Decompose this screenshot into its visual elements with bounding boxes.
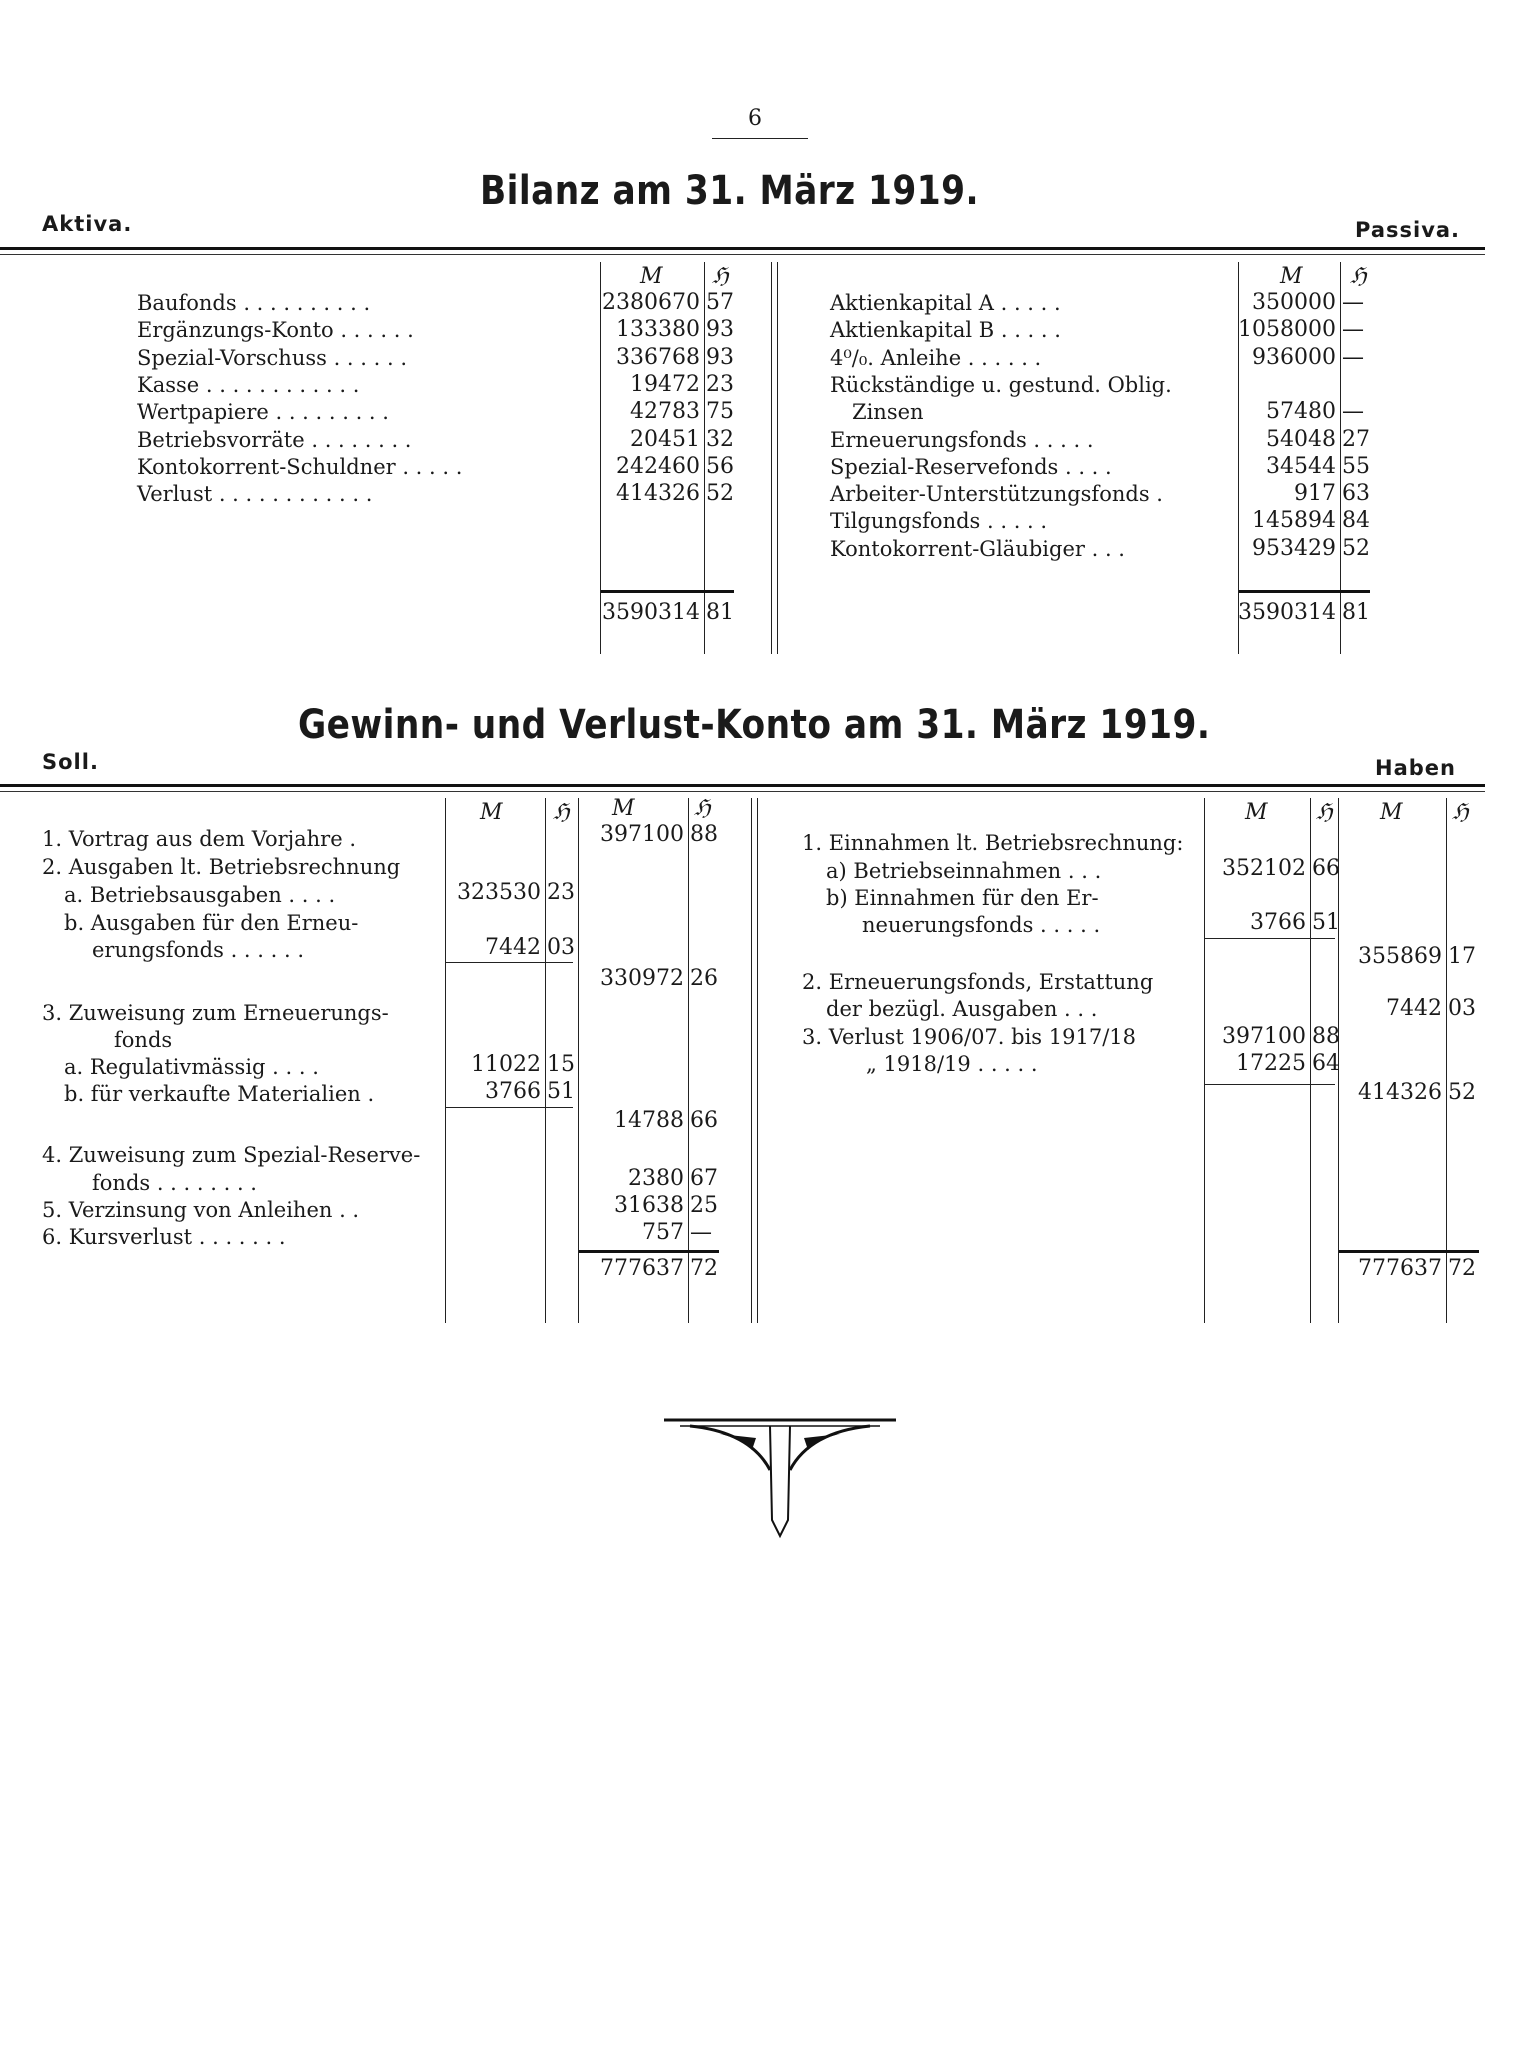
haben-line-label: 1. Einnahmen lt. Betriebsrechnung:: [802, 831, 1184, 855]
soll-outer-m: 2380: [628, 1166, 684, 1191]
passiva-row-label: Tilgungsfonds . . . . .: [830, 509, 1048, 534]
passiva-row-m: 953429: [1252, 535, 1336, 561]
haben-line-label: neuerungsfonds . . . . .: [862, 913, 1101, 937]
haben-inner-m: 397100: [1222, 1024, 1306, 1049]
passiva-row-m: 917: [1294, 481, 1336, 507]
haben-inner-m: 3766: [1250, 910, 1306, 935]
soll-outer-pf: 25: [690, 1193, 718, 1218]
passiva-row-label: 4⁰/₀. Anleihe . . . . . .: [830, 345, 1042, 370]
haben-outer-mid-line: [1446, 798, 1447, 1323]
soll-inner-pf: 51: [547, 1079, 575, 1104]
haben-total-pf: 72: [1448, 1256, 1476, 1281]
haben-outer-currency-sub: ℌ: [1452, 800, 1469, 825]
passiva-row-label: Rückständige u. gestund. Oblig.: [830, 372, 1172, 397]
haben-label: Haben: [1375, 756, 1456, 780]
soll-label: Soll.: [42, 750, 99, 774]
soll-outer-m: 31638: [614, 1193, 684, 1218]
soll-line-label: 6. Kursverlust . . . . . . .: [42, 1225, 286, 1249]
soll-outer-m: 14788: [614, 1108, 684, 1133]
aktiva-row-m: 42783: [630, 399, 700, 425]
haben-line-label: b) Einnahmen für den Er-: [826, 886, 1099, 910]
haben-inner-pf: 64: [1312, 1051, 1340, 1076]
aktiva-row-pf: 93: [706, 317, 734, 343]
passiva-row-label: Kontokorrent-Gläubiger . . .: [830, 536, 1125, 561]
passiva-total-rule-pf: [1340, 590, 1370, 593]
haben-line-label: a) Betriebseinnahmen . . .: [826, 859, 1102, 883]
soll-outer-pf: 88: [690, 822, 718, 847]
passiva-row-m: 936000: [1252, 344, 1336, 370]
soll-outer-pf: 26: [690, 966, 718, 991]
haben-inner-m: 352102: [1222, 856, 1306, 881]
haben-inner-mid-line: [1310, 798, 1311, 1323]
soll-outer-pf: 66: [690, 1108, 718, 1133]
haben-outer-pf: 03: [1448, 996, 1476, 1021]
soll-line-label: a. Betriebsausgaben . . . .: [64, 883, 336, 907]
aktiva-row-pf: 52: [706, 481, 734, 507]
soll-outer-currency-sub: ℌ: [694, 796, 711, 821]
passiva-row-label: Spezial-Reservefonds . . . .: [830, 454, 1112, 479]
aktiva-row-pf: 56: [706, 453, 734, 479]
soll-total-m: 777637: [600, 1256, 684, 1281]
soll-total-rule: [579, 1250, 719, 1253]
soll-line-label: 2. Ausgaben lt. Betriebsrechnung: [42, 855, 401, 879]
gv-center-line-a: [751, 798, 752, 1323]
soll-line-label: b. für verkaufte Materialien .: [64, 1082, 375, 1106]
haben-outer-m: 7442: [1386, 996, 1442, 1021]
passiva-col-mid-line: [1340, 262, 1341, 654]
gv-top-rule-thin: [0, 791, 1485, 792]
haben-total-m: 777637: [1358, 1256, 1442, 1281]
passiva-row-m: 1058000: [1238, 317, 1336, 343]
bilanz-center-line-a: [771, 262, 772, 654]
haben-inner-pf: 66: [1312, 856, 1340, 881]
haben-outer-pf: 17: [1448, 944, 1476, 969]
aktiva-row-m: 336768: [616, 344, 700, 370]
haben-subtotal-rule-1: [1205, 938, 1335, 939]
bilanz-center-line-b: [777, 262, 778, 654]
passiva-row-label: Arbeiter-Unterstützungsfonds .: [830, 482, 1163, 507]
haben-total-rule: [1339, 1250, 1479, 1253]
passiva-row-pf: —: [1342, 399, 1364, 425]
passiva-total-m: 3590314: [1238, 600, 1336, 625]
haben-inner-pf: 88: [1312, 1024, 1340, 1049]
soll-outer-pf: 67: [690, 1166, 718, 1191]
haben-line-label: 3. Verlust 1906/07. bis 1917/18: [802, 1025, 1136, 1049]
soll-line-label: b. Ausgaben für den Erneu-: [64, 911, 359, 935]
aktiva-row-m: 133380: [616, 317, 700, 343]
soll-inner-m: 323530: [457, 880, 541, 905]
aktiva-row-label: Kasse . . . . . . . . . . . .: [137, 372, 360, 397]
passiva-row-pf: —: [1342, 317, 1364, 343]
haben-inner-m: 17225: [1236, 1051, 1306, 1076]
passiva-row-label: Erneuerungsfonds . . . . .: [830, 427, 1094, 452]
soll-outer-currency-mark: M: [612, 796, 635, 821]
soll-line-label: erungsfonds . . . . . .: [92, 938, 304, 962]
passiva-currency-sub: ℌ: [1350, 264, 1367, 289]
bilanz-top-rule: [0, 247, 1485, 250]
page-number-rule: [712, 138, 808, 139]
passiva-row-label: Zinsen: [852, 400, 924, 425]
aktiva-currency-mark: M: [640, 264, 663, 289]
bilanz-top-rule-thin: [0, 254, 1485, 255]
haben-inner-pf: 51: [1312, 910, 1340, 935]
haben-outer-currency-mark: M: [1380, 800, 1403, 825]
passiva-currency-mark: M: [1280, 264, 1303, 289]
soll-inner-m: 11022: [471, 1052, 541, 1077]
passiva-label: Passiva.: [1355, 218, 1461, 242]
soll-line-label: 4. Zuweisung zum Spezial-Reserve-: [42, 1143, 421, 1167]
aktiva-row-m: 20451: [630, 426, 700, 452]
passiva-row-m: 145894: [1252, 508, 1336, 534]
haben-line-label: der bezügl. Ausgaben . . .: [826, 997, 1098, 1021]
gv-top-rule: [0, 784, 1485, 787]
aktiva-row-label: Verlust . . . . . . . . . . . .: [137, 482, 373, 507]
passiva-row-pf: 84: [1342, 508, 1370, 534]
haben-inner-currency-mark: M: [1245, 800, 1268, 825]
aktiva-total-rule-pf: [704, 590, 734, 593]
gv-center-line-b: [757, 798, 758, 1323]
passiva-row-m: 54048: [1266, 426, 1336, 452]
passiva-row-pf: 55: [1342, 453, 1370, 479]
gv-title: Gewinn- und Verlust-Konto am 31. März 1919.: [298, 702, 1211, 748]
soll-inner-m: 7442: [485, 935, 541, 960]
aktiva-row-m: 414326: [616, 481, 700, 507]
page-number: 6: [748, 106, 762, 131]
soll-inner-pf: 15: [547, 1052, 575, 1077]
aktiva-row-pf: 23: [706, 371, 734, 397]
soll-outer-mid-line: [688, 798, 689, 1323]
aktiva-row-label: Betriebsvorräte . . . . . . . .: [137, 427, 412, 452]
passiva-row-m: 34544: [1266, 453, 1336, 479]
aktiva-row-pf: 57: [706, 290, 734, 315]
passiva-total-pf: 81: [1342, 600, 1370, 625]
soll-inner-m: 3766: [485, 1079, 541, 1104]
aktiva-row-pf: 93: [706, 344, 734, 370]
soll-outer-m: 330972: [600, 966, 684, 991]
haben-subtotal-rule-2: [1205, 1084, 1335, 1085]
soll-line-label: a. Regulativmässig . . . .: [64, 1055, 319, 1079]
aktiva-row-label: Baufonds . . . . . . . . . .: [137, 291, 371, 315]
passiva-row-pf: 63: [1342, 481, 1370, 507]
passiva-row-label: Aktienkapital B . . . . .: [830, 318, 1061, 343]
haben-line-label: 2. Erneuerungsfonds, Erstattung: [802, 970, 1154, 994]
soll-outer-m: 397100: [600, 822, 684, 847]
haben-outer-m: 414326: [1358, 1080, 1442, 1105]
aktiva-row-label: Kontokorrent-Schuldner . . . . .: [137, 454, 463, 479]
aktiva-total-rule: [601, 590, 704, 593]
soll-inner-currency-mark: M: [480, 800, 503, 825]
aktiva-row-m: 2380670: [602, 290, 700, 315]
passiva-row-m: 350000: [1252, 290, 1336, 315]
passiva-row-pf: —: [1342, 290, 1364, 315]
aktiva-col-mid-line: [704, 262, 705, 654]
haben-outer-pf: 52: [1448, 1080, 1476, 1105]
soll-inner-mid-line: [545, 798, 546, 1323]
bilanz-title: Bilanz am 31. März 1919.: [480, 168, 980, 214]
aktiva-row-label: Spezial-Vorschuss . . . . . .: [137, 345, 408, 370]
soll-line-label: 1. Vortrag aus dem Vorjahre .: [42, 827, 356, 851]
aktiva-label: Aktiva.: [42, 212, 133, 236]
aktiva-row-label: Ergänzungs-Konto . . . . . .: [137, 318, 414, 343]
aktiva-total-m: 3590314: [602, 600, 700, 625]
aktiva-row-pf: 32: [706, 426, 734, 452]
soll-total-pf: 72: [690, 1256, 718, 1281]
aktiva-row-pf: 75: [706, 399, 734, 425]
soll-inner-pf: 03: [547, 935, 575, 960]
soll-line-label: fonds: [114, 1028, 173, 1052]
aktiva-currency-sub: ℌ: [712, 264, 729, 289]
passiva-row-label: Aktienkapital A . . . . .: [830, 291, 1061, 315]
passiva-row-pf: 27: [1342, 426, 1370, 452]
soll-inner-currency-sub: ℌ: [553, 800, 570, 825]
soll-line-label: 5. Verzinsung von Anleihen . .: [42, 1198, 360, 1222]
aktiva-total-pf: 81: [706, 600, 734, 625]
haben-outer-m: 355869: [1358, 944, 1442, 969]
passiva-row-m: 57480: [1266, 399, 1336, 425]
soll-line-label: 3. Zuweisung zum Erneuerungs-: [42, 1001, 389, 1025]
haben-inner-currency-sub: ℌ: [1316, 800, 1333, 825]
soll-subtotal-rule-2: [446, 1107, 573, 1108]
haben-line-label: „ 1918/19 . . . . .: [866, 1052, 1038, 1076]
soll-outer-m: 757: [642, 1220, 684, 1245]
passiva-row-pf: —: [1342, 344, 1364, 370]
aktiva-row-m: 242460: [616, 453, 700, 479]
passiva-row-pf: 52: [1342, 535, 1370, 561]
aktiva-row-m: 19472: [630, 371, 700, 397]
soll-outer-pf: —: [690, 1220, 712, 1245]
soll-subtotal-rule-1: [446, 962, 573, 963]
ornament-icon: [660, 1410, 900, 1540]
passiva-total-rule: [1239, 590, 1340, 593]
aktiva-row-label: Wertpapiere . . . . . . . . .: [137, 400, 389, 425]
soll-inner-pf: 23: [547, 880, 575, 905]
soll-line-label: fonds . . . . . . . .: [92, 1171, 257, 1195]
